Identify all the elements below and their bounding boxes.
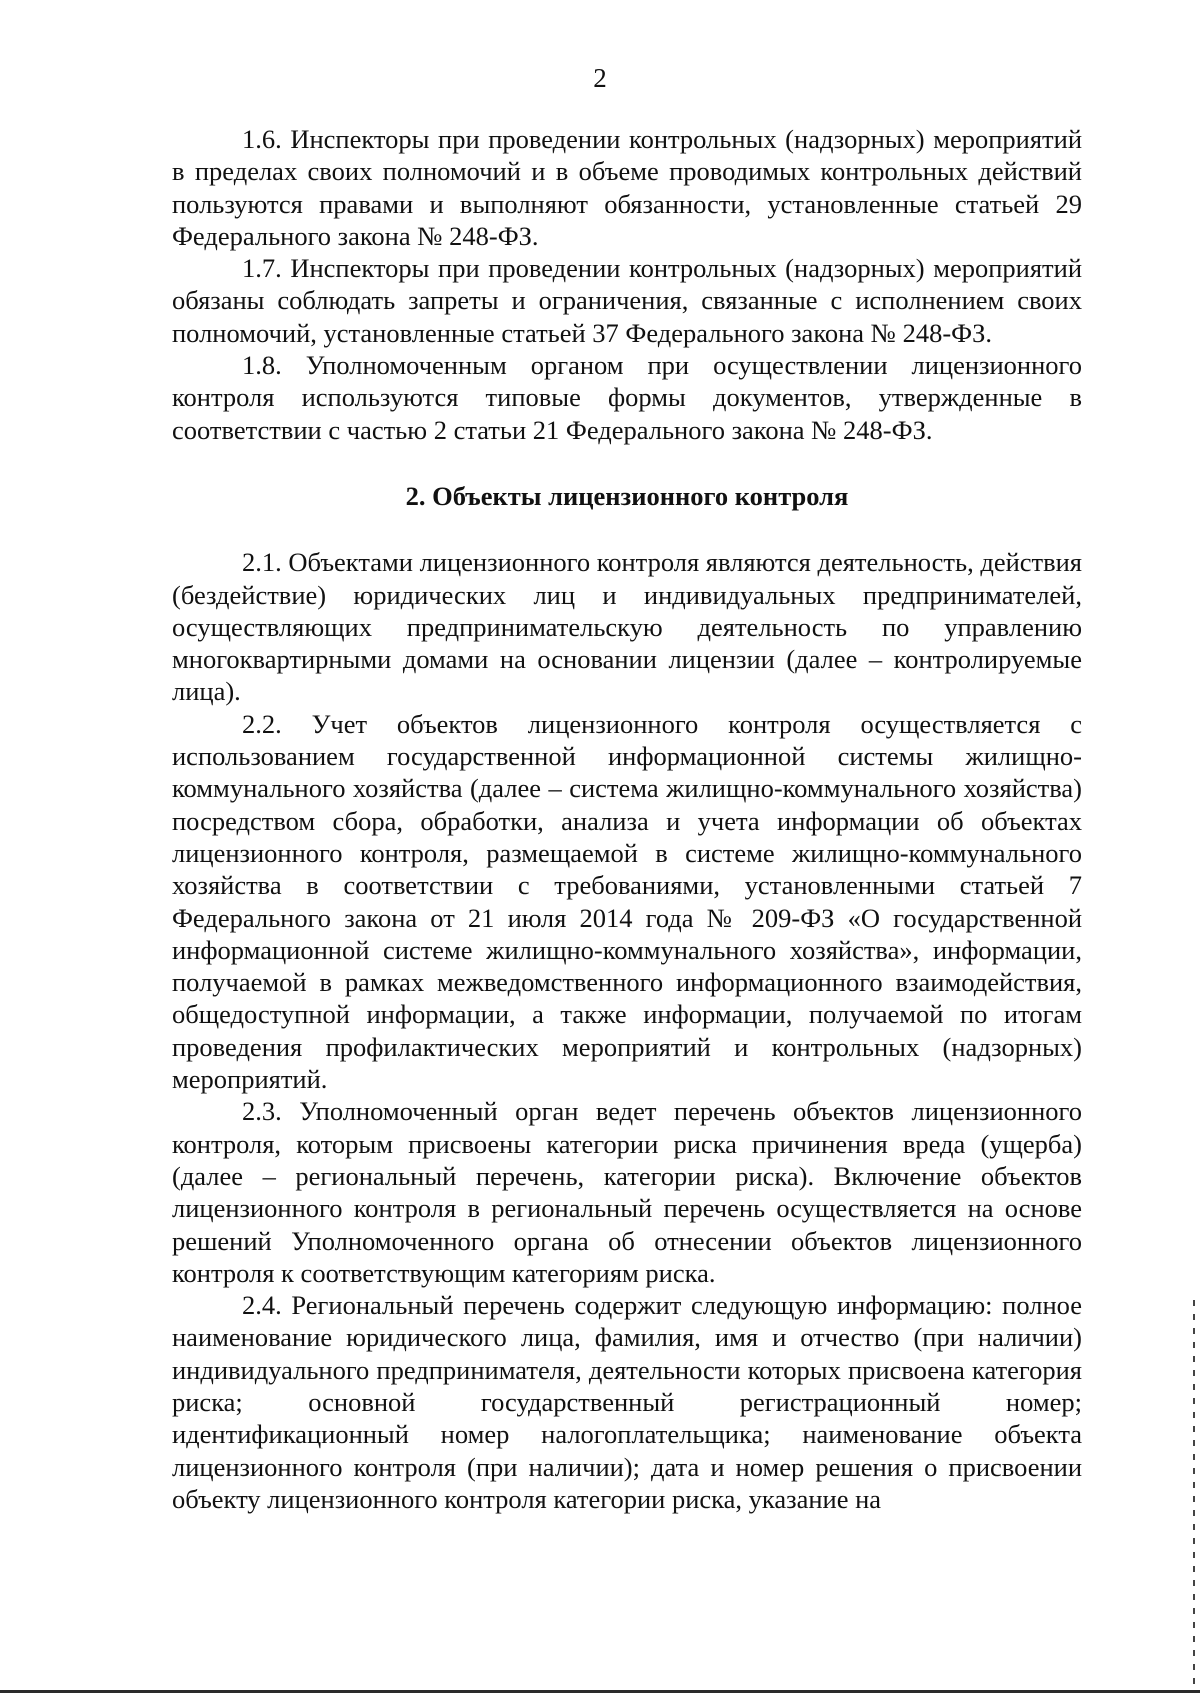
paragraph-2-3: 2.3. Уполномоченный орган ведет перечень объектов лицензионного контроля, которым присвоены категории риска причинения вреда (ущерба) (далее – региональный перечень, категории риска). Включение объектов лицензионного контроля в региональный перечень осуществляется на основе решений Уполномоченного органа об отнесении объектов лицензионного контроля к соответствующим категориям риска.	[172, 1096, 1082, 1288]
paragraph-1-6: 1.6. Инспекторы при проведении контрольных (надзорных) мероприятий в пределах своих полномочий и в объеме проводимых контрольных действий пользуются правами и выполняют обязанности, установленные статьей 29 Федерального закона № 248-ФЗ.	[172, 124, 1082, 251]
paragraph-1-7: 1.7. Инспекторы при проведении контрольных (надзорных) мероприятий обязаны соблюдать запреты и ограничения, связанные с исполнением своих полномочий, установленные статьей 37 Федерального закона № 248-ФЗ.	[172, 253, 1082, 348]
paragraph-2-4: 2.4. Региональный перечень содержит следующую информацию: полное наименование юридического лица, фамилия, имя и отчество (при наличии) индивидуального предпринимателя, деятельности которых присвоена категория риска; основной государственный регистрационный номер; идентификационный номер налогоплательщика; наименование объекта лицензионного контроля (при наличии); дата и номер решения о присвоении объекту лицензионного контроля категории риска, указание на	[172, 1290, 1082, 1514]
section-heading: 2. Объекты лицензионного контроля	[405, 480, 849, 511]
paragraph-2-1: 2.1. Объектами лицензионного контроля являются деятельность, действия (бездействие) юридических лиц и индивидуальных предпринимателей, осуществляющих предпринимательскую деятельность по управлению многоквартирными домами на основании лицензии (далее – контролируемые лица).	[172, 547, 1082, 707]
scan-edge-line	[0, 1690, 1200, 1693]
document-body	[172, 123, 1082, 1515]
paragraph-2-2: 2.2. Учет объектов лицензионного контроля осуществляется с использованием государственной информационной системы жилищно-коммунального хозяйства (далее – система жилищно-коммунального хозяйства) посредством сбора, обработки, анализа и учета информации об объектах лицензионного контроля, размещаемой в системе жилищно-коммунального хозяйства в соответствии с требованиями, установленными статьей 7 Федерального закона от 21 июля 2014 года № 209-ФЗ «О государственной информационной системе жилищно-коммунального хозяйства», информации, получаемой в рамках межведомственного информационного взаимодействия, общедоступной информации, а также информации, получаемой по итогам проведения профилактических мероприятий и контрольных (надзорных) мероприятий.	[172, 708, 1082, 1095]
page-number: 2	[593, 63, 607, 93]
paragraph-1-8: 1.8. Уполномоченным органом при осуществлении лицензионного контроля используются типовые формы документов, утвержденные в соответствии с частью 2 статьи 21 Федерального закона № 248-ФЗ.	[172, 350, 1082, 445]
scan-edge-mark	[1193, 1300, 1195, 1690]
